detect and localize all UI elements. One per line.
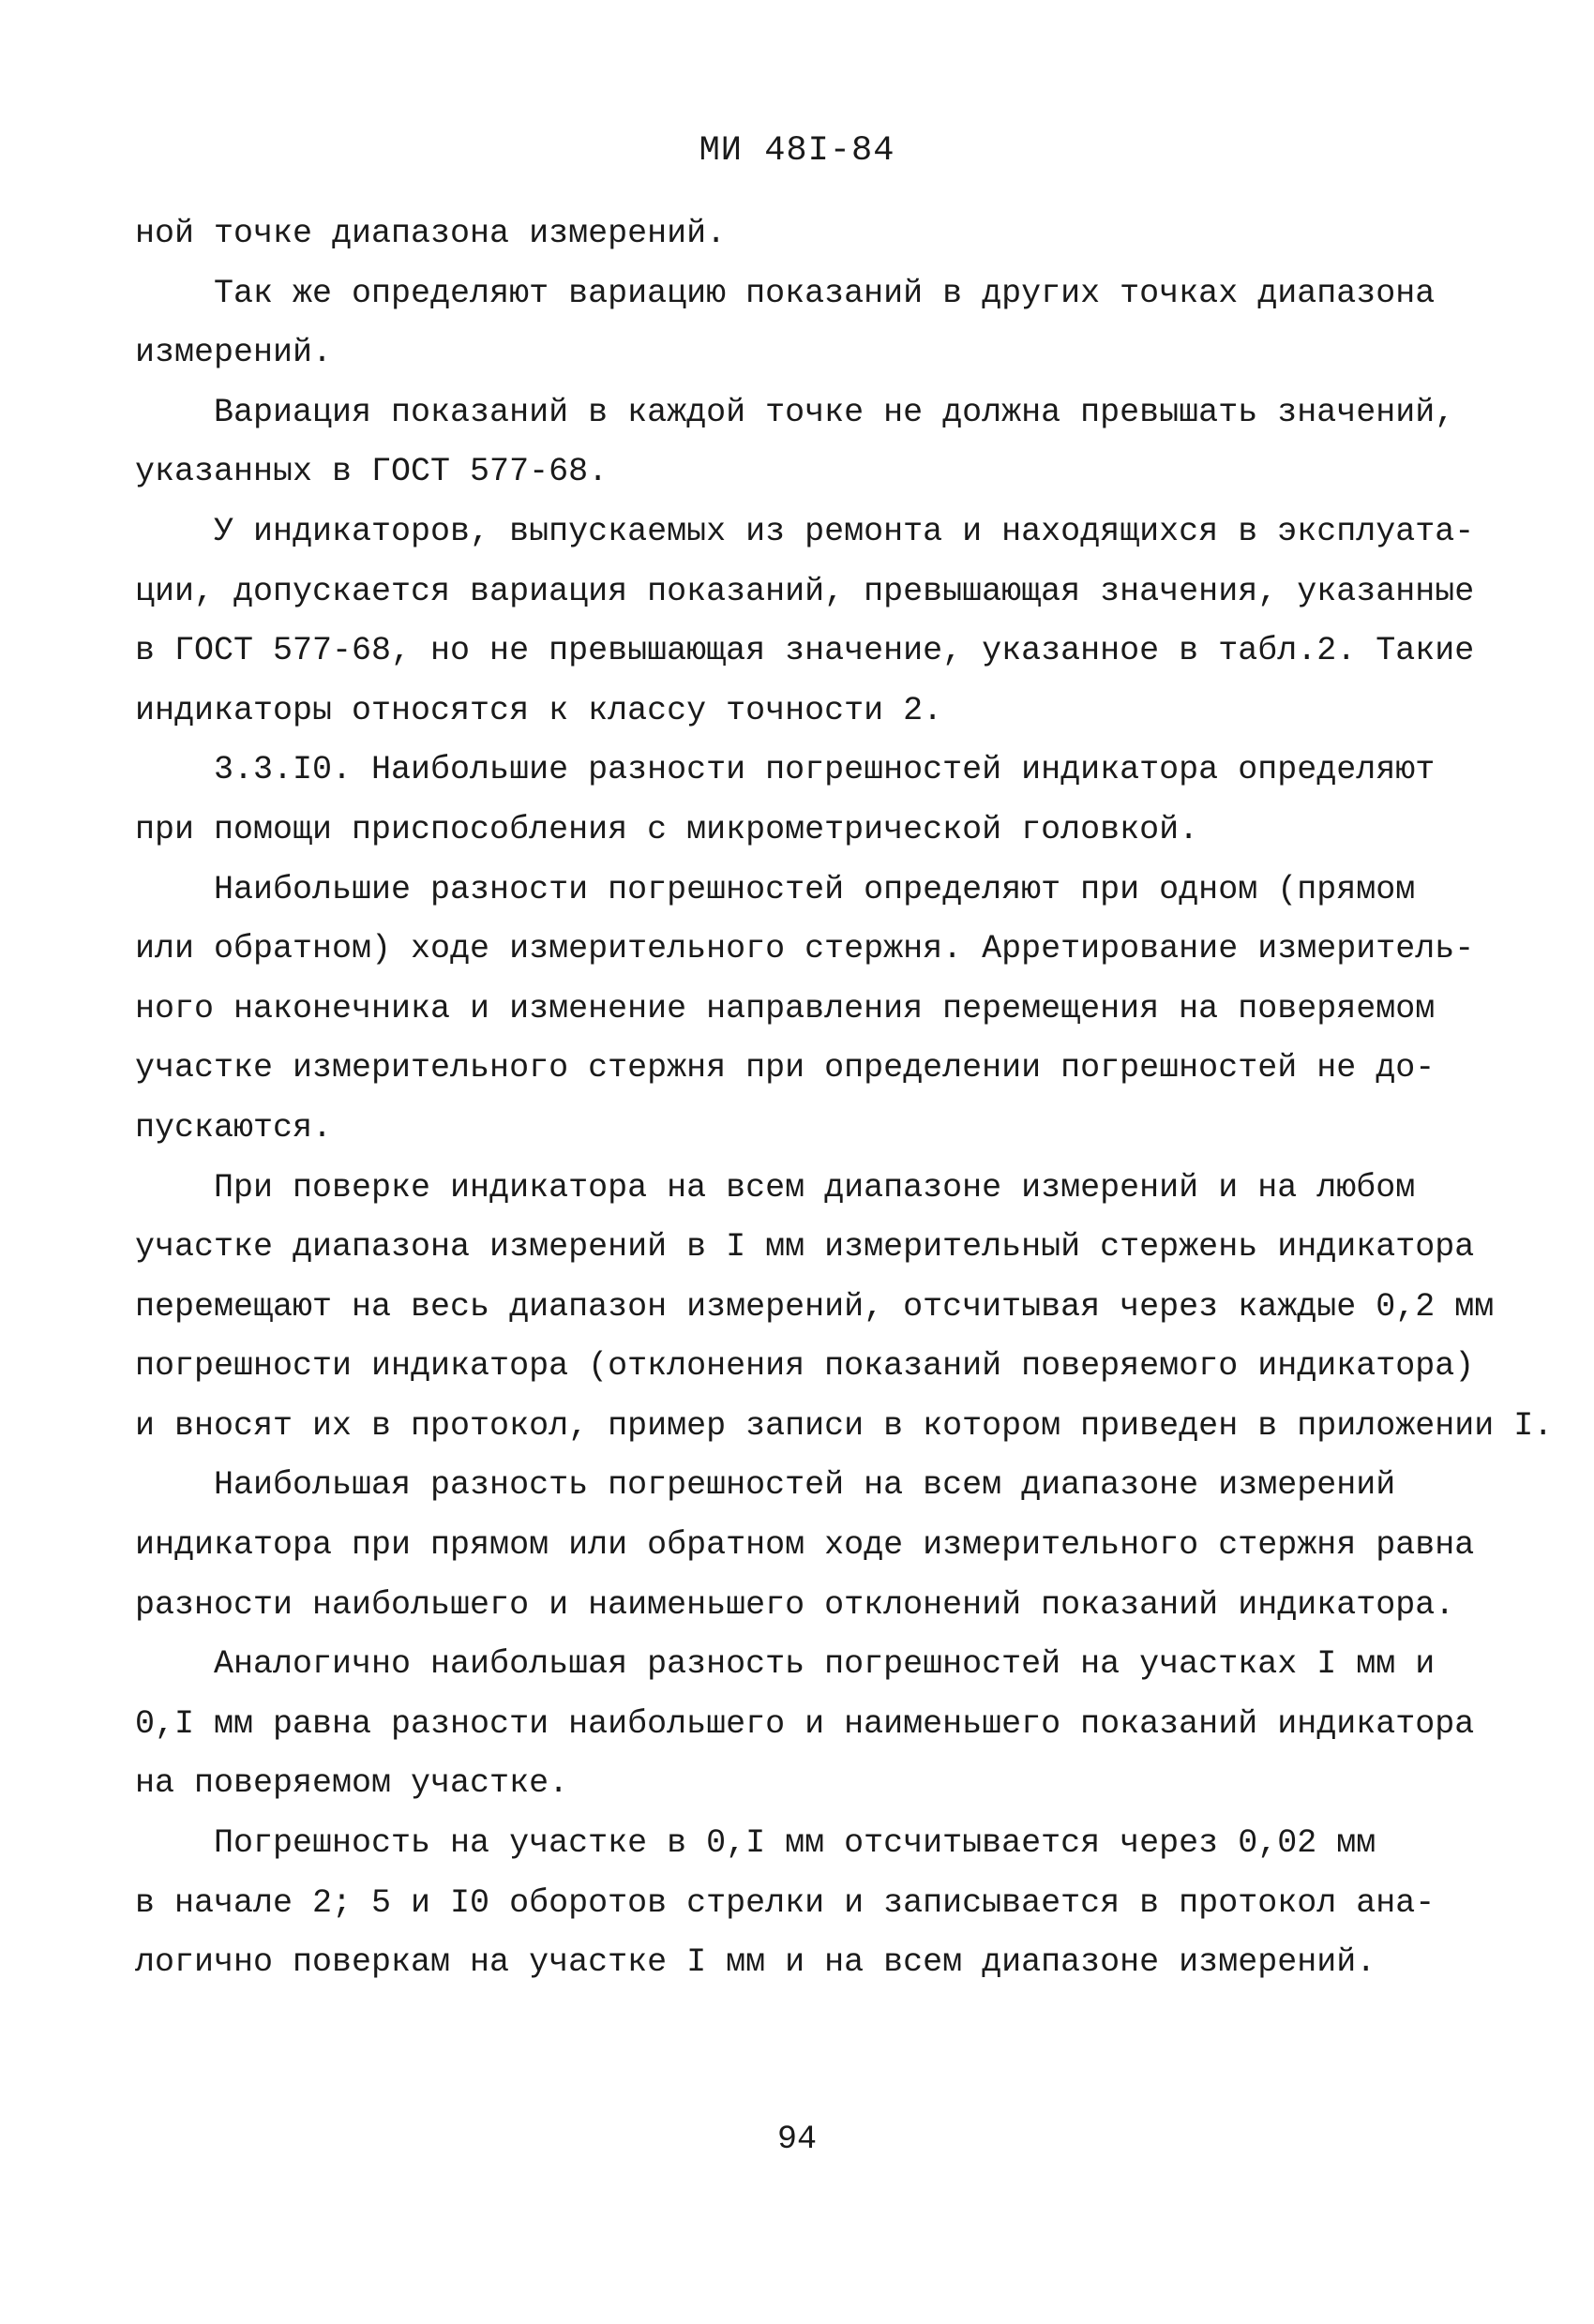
text-line: указанных в ГОСТ 577-68. <box>135 453 609 491</box>
text-line: Аналогично наибольшая разность погрешностей на участках I мм и <box>135 1645 1436 1684</box>
text-line: при помощи приспособления с микрометрической головкой. <box>135 810 1199 848</box>
document-header: МИ 48I-84 <box>699 131 895 171</box>
text-line: ции, допускается вариация показаний, превышающая значения, указанные <box>135 572 1475 610</box>
text-line: У индикаторов, выпускаемых из ремонта и находящихся в эксплуата- <box>135 512 1475 550</box>
text-line: в начале 2; 5 и I0 оборотов стрелки и записывается в протокол ана- <box>135 1883 1436 1922</box>
text-line: 3.3.I0. Наибольшие разности погрешностей индикатора определяют <box>135 751 1436 789</box>
body-text <box>135 204 1554 1993</box>
text-line: или обратном) ходе измерительного стержня. Арретирование измеритель- <box>135 930 1475 968</box>
text-line: в ГОСТ 577-68, но не превышающая значение, указанное в табл.2. Такие <box>135 632 1475 670</box>
text-line: ной точке диапазона измерений. <box>135 215 727 252</box>
page-number: 94 <box>776 2121 817 2158</box>
text-line: ного наконечника и изменение направления перемещения на поверяемом <box>135 989 1436 1027</box>
text-line: Так же определяют вариацию показаний в других точках диапазона <box>135 274 1436 312</box>
text-line: и вносят их в протокол, пример записи в котором приведен в приложении I. <box>135 1406 1554 1445</box>
text-line: Вариация показаний в каждой точке не должна превышать значений, <box>135 393 1455 431</box>
text-line: При поверке индикатора на всем диапазоне измерений и на любом <box>135 1168 1416 1207</box>
text-line: измерений. <box>135 334 333 372</box>
text-line: логично поверкам на участке I мм и на всем диапазоне измерений. <box>135 1943 1376 1982</box>
text-line: перемещают на весь диапазон измерений, отсчитывая через каждые 0,2 мм <box>135 1287 1495 1326</box>
text-line: на поверяемом участке. <box>135 1764 569 1803</box>
text-line: индикатора при прямом или обратном ходе измерительного стержня равна <box>135 1526 1475 1565</box>
text-line: Погрешность на участке в 0,I мм отсчитывается через 0,02 мм <box>135 1824 1376 1863</box>
text-line: 0,I мм равна разности наибольшего и наименьшего показаний индикатора <box>135 1704 1475 1743</box>
text-line: участке измерительного стержня при определении погрешностей не до- <box>135 1049 1436 1087</box>
text-line: индикаторы относятся к классу точности 2. <box>135 691 943 729</box>
text-line: Наибольшая разность погрешностей на всем диапазоне измерений <box>135 1466 1396 1505</box>
text-line: пускаются. <box>135 1108 333 1147</box>
text-line: Наибольшие разности погрешностей определяют при одном (прямом <box>135 870 1416 908</box>
text-line: разности наибольшего и наименьшего отклонений показаний индикатора. <box>135 1585 1455 1624</box>
text-line: погрешности индикатора (отклонения показаний поверяемого индикатора) <box>135 1347 1475 1386</box>
text-line: участке диапазона измерений в I мм измерительный стержень индикатора <box>135 1228 1475 1267</box>
